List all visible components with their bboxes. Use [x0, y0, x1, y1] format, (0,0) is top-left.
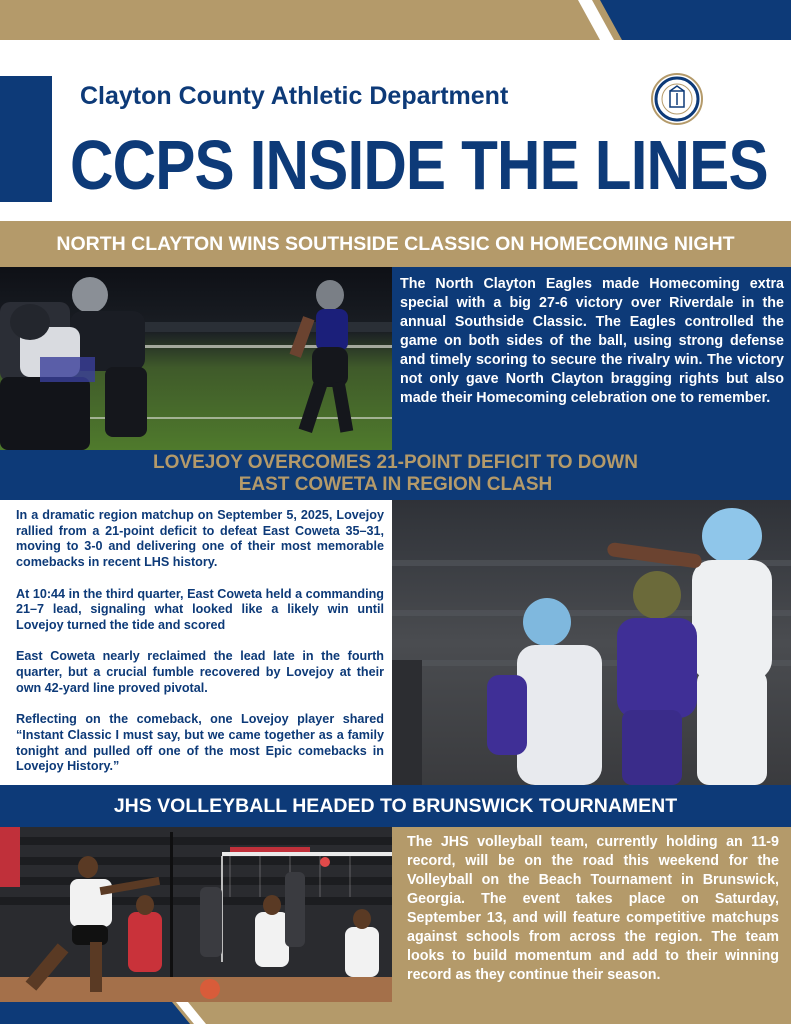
- story2-body: [16, 508, 384, 791]
- story2-paragraph: At 10:44 in the third quarter, East Coweta held a commanding 21–7 lead, signaling what looked like a likely win until Lovejoy turned the tide and scored: [16, 586, 384, 632]
- top-navy-bar: [600, 0, 791, 40]
- story3-headline: JHS VOLLEYBALL HEADED TO BRUNSWICK TOURNAMENT: [0, 785, 791, 827]
- volleyball-photo: [0, 827, 392, 1002]
- left-navy-tab: [0, 76, 52, 202]
- bottom-navy-bar: [0, 1002, 190, 1024]
- story3-body: The JHS volleyball team, currently holding an 11-9 record, will be on the road this weekend for the Volleyball on the Beach Tournament in Brunswick, Georgia. The event takes place on Saturday, September 13, and will feature competitive matchups against schools from across the region. The team looks to build momentum and add to their winning record as they continue their season.: [407, 834, 779, 983]
- newsletter-title: CCPS INSIDE THE LINES: [70, 126, 768, 204]
- story2-paragraph: East Coweta nearly reclaimed the lead late in the fourth quarter, but a crucial fumble recovered by Lovejoy at their own 42-yard line proved pivotal.: [16, 649, 384, 695]
- story2-headline: [0, 452, 791, 496]
- football-pass-photo: [392, 500, 791, 785]
- story1-body: The North Clayton Eagles made Homecoming extra special with a big 27-6 victory over Riverdale in the annual Southside Classic. The Eagles controlled the game on both sides of the ball, using strong defense and timely scoring to secure the rivalry win. The victory not only gave North Clayton bragging rights but also made their Homecoming celebration one to remember.: [400, 276, 784, 406]
- ccps-seal-icon: [651, 73, 703, 125]
- story2-headline-line1: LOVEJOY OVERCOMES 21-POINT DEFICIT TO DOWN: [153, 452, 638, 473]
- story1-headline: NORTH CLAYTON WINS SOUTHSIDE CLASSIC ON HOMECOMING NIGHT: [0, 221, 791, 267]
- story2-headline-line2: EAST COWETA IN REGION CLASH: [238, 474, 553, 495]
- story2-paragraph: Reflecting on the comeback, one Lovejoy player shared “Instant Classic I must say, but we came together as a family tonight and pulled off one of the most Epic comebacks in Lovejoy History.”: [16, 712, 384, 774]
- story2-paragraph: In a dramatic region matchup on September 5, 2025, Lovejoy rallied from a 21-point deficit to defeat East Coweta 35–31, moving to 3-0 and delivering one of their most memorable comebacks in recent LHS history.: [16, 508, 384, 570]
- football-game-photo: [0, 267, 392, 450]
- department-title: Clayton County Athletic Department: [80, 82, 509, 110]
